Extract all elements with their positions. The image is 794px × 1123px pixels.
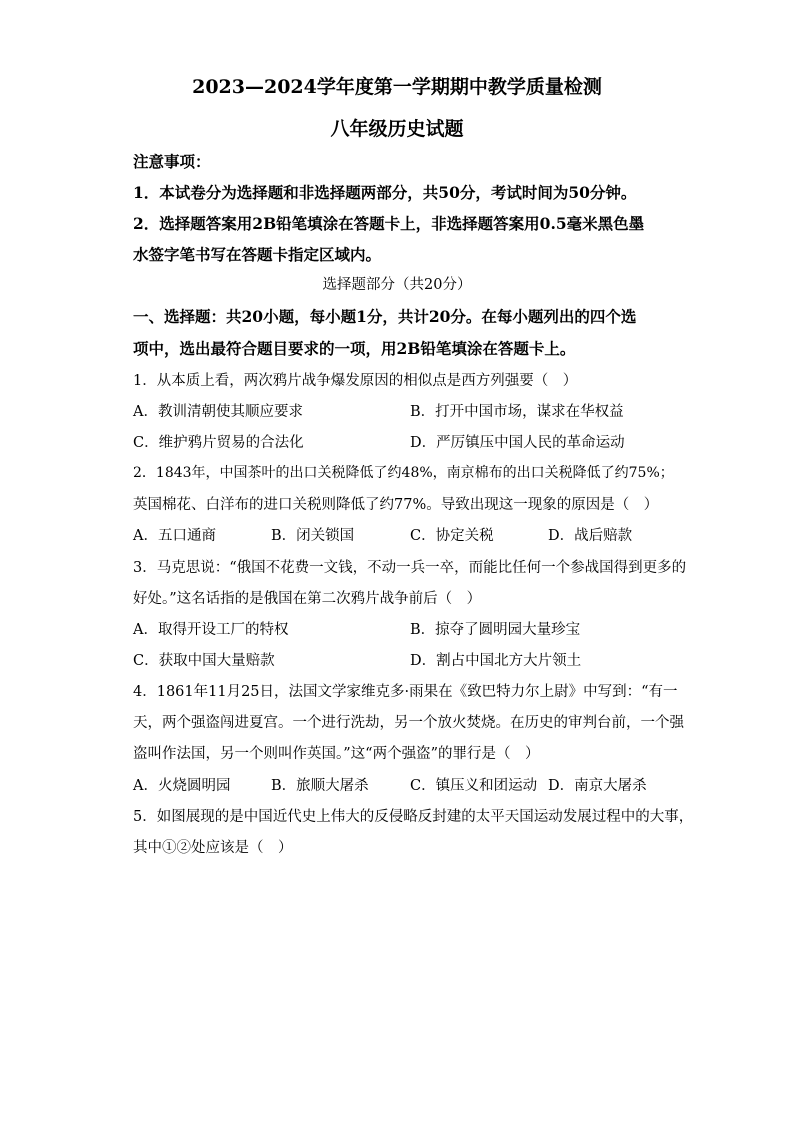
- option-b: B．闭关锁国: [271, 528, 355, 544]
- notice-item-continued: 水签字笔书写在答题卡指定区域内。: [133, 245, 382, 264]
- option-a: A．教训清朝使其顺应要求: [133, 404, 303, 420]
- option-c: C．维护鸦片贸易的合法化: [133, 435, 304, 451]
- question-stem: 2．1843年，中国茶叶的出口关税降低了约48%，南京棉布的出口关税降低了约75%；: [133, 465, 674, 481]
- section-instruction-continued: 项中，选出最符合题目要求的一项，用2B铅笔填涂在答题卡上。: [133, 339, 576, 358]
- option-b: B．掠夺了圆明园大量珍宝: [410, 622, 581, 638]
- option-a: A．五口通商: [133, 528, 216, 544]
- section-instruction: 一、选择题：共20小题，每小题1分，共计20分。在每小题列出的四个选: [133, 307, 637, 326]
- option-d: D．严厉镇压中国人民的革命运动: [410, 435, 625, 451]
- option-b: B．打开中国市场，谋求在华权益: [410, 404, 624, 420]
- option-c: C．协定关税: [410, 528, 494, 544]
- question-stem: 4．1861年11月25日，法国文学家维克多·雨果在《致巴特力尔上尉》中写到：“有一: [133, 684, 678, 700]
- question-stem: 1．从本质上看，两次鸦片战争爆发原因的相似点是西方列强要（ ）: [133, 373, 578, 389]
- notice-item: 2．选择题答案用2B铅笔填涂在答题卡上，非选择题答案用0.5毫米黑色墨: [133, 214, 645, 233]
- option-d: D．割占中国北方大片领土: [410, 653, 582, 669]
- question-stem-continued: 英国棉花、白洋布的进口关税则降低了约77%。导致出现这一现象的原因是（ ）: [133, 497, 659, 513]
- question-stem-continued: 其中①②处应该是（ ）: [133, 840, 293, 856]
- question-stem-continued: 天，两个强盗闯进夏宫。一个进行洗劫，另一个放火焚烧。在历史的审判台前，一个强: [133, 715, 684, 731]
- option-d: D．南京大屠杀: [548, 778, 647, 794]
- option-c: C．获取中国大量赔款: [133, 653, 275, 669]
- exam-title: 2023—2024学年度第一学期期中教学质量检测: [192, 76, 602, 98]
- option-a: A．取得开设工厂的特权: [133, 622, 289, 638]
- option-d: D．战后赔款: [548, 528, 633, 544]
- question-stem-continued: 好处。”这名话指的是俄国在第二次鸦片战争前后（ ）: [133, 591, 482, 607]
- question-stem-continued: 盗叫作法国，另一个则叫作英国。”这“两个强盗”的罪行是（ ）: [133, 746, 540, 762]
- question-stem: 5．如图展现的是中国近代史上伟大的反侵略反封建的太平天国运动发展过程中的大事，: [133, 809, 694, 825]
- option-c: C．镇压义和团运动: [410, 778, 538, 794]
- question-stem: 3．马克思说：“俄国不花费一文钱，不动一兵一卒，而能比任何一个参战国得到更多的: [133, 560, 687, 576]
- section-title: 选择题部分（共20分）: [322, 277, 472, 293]
- notice-item: 1．本试卷分为选择题和非选择题两部分，共50分，考试时间为50分钟。: [133, 183, 637, 202]
- notice-heading: 注意事项：: [133, 152, 211, 171]
- option-a: A．火烧圆明园: [133, 778, 231, 794]
- exam-subtitle: 八年级历史试题: [330, 118, 464, 140]
- option-b: B．旅顺大屠杀: [271, 778, 369, 794]
